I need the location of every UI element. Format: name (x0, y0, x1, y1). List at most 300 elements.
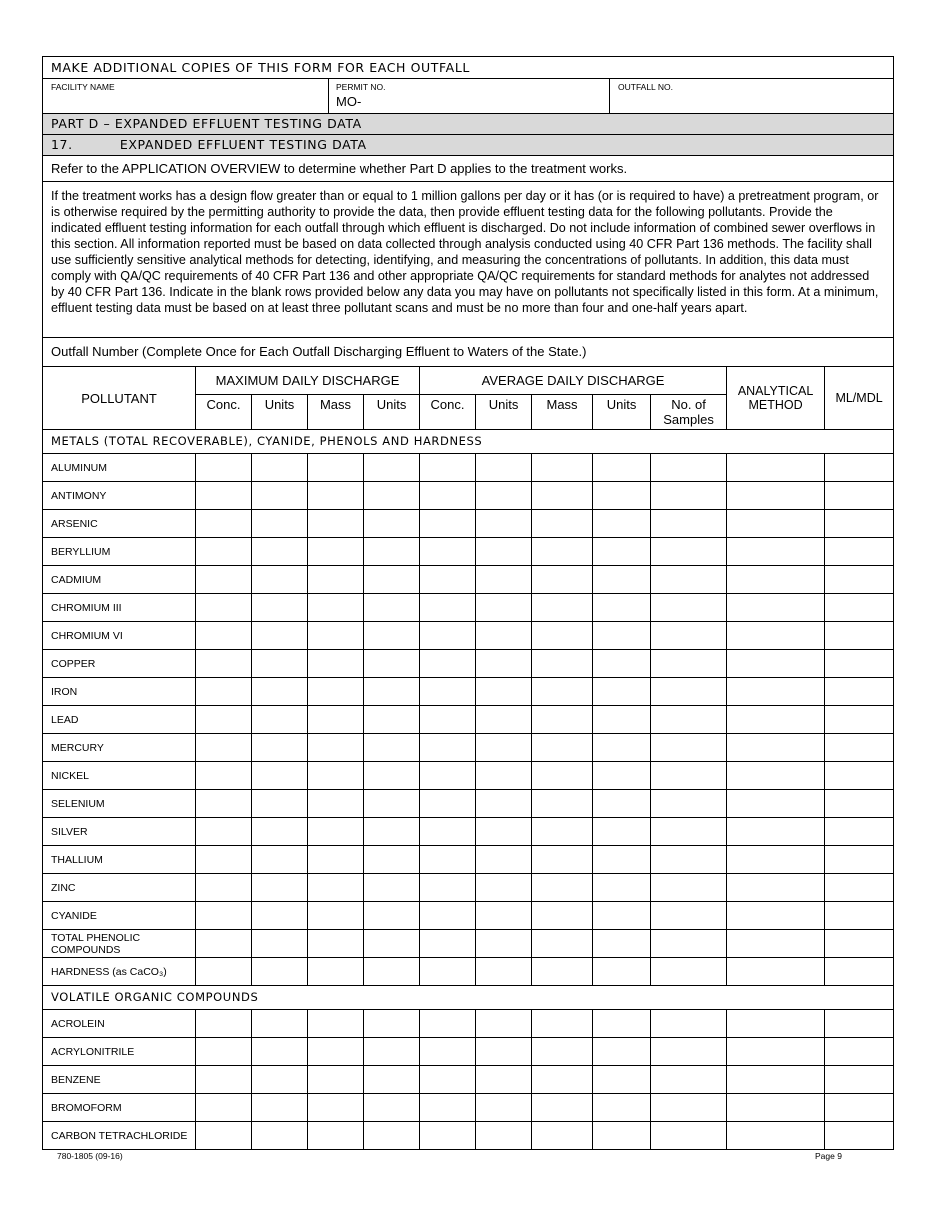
analytical-method-cell[interactable] (727, 566, 825, 594)
pollutant-name: BENZENE (43, 1066, 196, 1094)
ml-mdl-cell[interactable] (825, 762, 894, 790)
pollutant-name: LEAD (43, 706, 196, 734)
ml-mdl-cell[interactable] (825, 678, 894, 706)
max-units-cell[interactable] (252, 678, 308, 706)
avg-mass-cell[interactable] (532, 790, 593, 818)
analytical-method-cell[interactable] (727, 1066, 825, 1094)
max-mass-header: Mass (308, 395, 364, 430)
facility-name-field[interactable] (43, 79, 329, 114)
max-mass-units-cell[interactable] (364, 734, 420, 762)
avg-mass-units-cell[interactable] (593, 510, 651, 538)
avg-units-cell[interactable] (476, 678, 532, 706)
samples-cell[interactable] (651, 1010, 727, 1038)
max-mass-units-cell[interactable] (364, 622, 420, 650)
max-units-cell[interactable] (252, 538, 308, 566)
analytical-method-cell[interactable] (727, 790, 825, 818)
avg-mass-cell[interactable] (532, 594, 593, 622)
avg-mass-units-header: Units (593, 395, 651, 430)
max-mass-units-header: Units (364, 395, 420, 430)
ml-mdl-cell[interactable] (825, 790, 894, 818)
max-mass-units-cell[interactable] (364, 902, 420, 930)
max-mass-units-cell[interactable] (364, 510, 420, 538)
max-units-cell[interactable] (252, 1122, 308, 1150)
ml-mdl-cell[interactable] (825, 1122, 894, 1150)
max-mass-cell[interactable] (308, 846, 364, 874)
avg-conc-cell[interactable] (420, 958, 476, 986)
max-units-cell[interactable] (252, 734, 308, 762)
avg-mass-units-cell[interactable] (593, 1094, 651, 1122)
avg-conc-cell[interactable] (420, 1010, 476, 1038)
max-mass-cell[interactable] (308, 762, 364, 790)
ml-mdl-cell[interactable] (825, 958, 894, 986)
analytical-method-cell[interactable] (727, 650, 825, 678)
samples-cell[interactable] (651, 622, 727, 650)
avg-units-cell[interactable] (476, 454, 532, 482)
avg-mass-cell[interactable] (532, 846, 593, 874)
avg-mass-cell[interactable] (532, 510, 593, 538)
max-mass-units-cell[interactable] (364, 1122, 420, 1150)
avg-mass-units-cell[interactable] (593, 734, 651, 762)
pollutant-name: ARSENIC (43, 510, 196, 538)
avg-units-cell[interactable] (476, 734, 532, 762)
max-units-cell[interactable] (252, 790, 308, 818)
avg-units-cell[interactable] (476, 594, 532, 622)
avg-units-cell[interactable] (476, 1038, 532, 1066)
samples-cell[interactable] (651, 902, 727, 930)
table-row (43, 790, 894, 818)
avg-conc-cell[interactable] (420, 790, 476, 818)
analytical-method-header: ANALYTICAL METHOD (727, 367, 825, 430)
samples-cell[interactable] (651, 454, 727, 482)
max-units-cell[interactable] (252, 1066, 308, 1094)
avg-conc-cell[interactable] (420, 846, 476, 874)
samples-cell[interactable] (651, 538, 727, 566)
samples-cell[interactable] (651, 790, 727, 818)
analytical-method-cell[interactable] (727, 594, 825, 622)
avg-conc-cell[interactable] (420, 510, 476, 538)
avg-mass-units-cell[interactable] (593, 958, 651, 986)
metals-section-header: METALS (TOTAL RECOVERABLE), CYANIDE, PHENOLS AND HARDNESS (43, 430, 894, 454)
max-conc-cell[interactable] (196, 790, 252, 818)
max-mass-units-cell[interactable] (364, 678, 420, 706)
avg-mass-units-cell[interactable] (593, 566, 651, 594)
avg-conc-cell[interactable] (420, 678, 476, 706)
ml-mdl-cell[interactable] (825, 566, 894, 594)
samples-cell[interactable] (651, 762, 727, 790)
max-mass-cell[interactable] (308, 734, 364, 762)
avg-mass-units-cell[interactable] (593, 482, 651, 510)
max-conc-cell[interactable] (196, 678, 252, 706)
max-mass-units-cell[interactable] (364, 930, 420, 958)
max-mass-units-cell[interactable] (364, 790, 420, 818)
avg-mass-units-cell[interactable] (593, 762, 651, 790)
avg-units-cell[interactable] (476, 958, 532, 986)
avg-conc-cell[interactable] (420, 706, 476, 734)
max-conc-cell[interactable] (196, 734, 252, 762)
max-mass-units-cell[interactable] (364, 650, 420, 678)
analytical-method-cell[interactable] (727, 1094, 825, 1122)
max-units-cell[interactable] (252, 594, 308, 622)
max-conc-cell[interactable] (196, 650, 252, 678)
max-mass-cell[interactable] (308, 538, 364, 566)
analytical-method-cell[interactable] (727, 706, 825, 734)
avg-conc-cell[interactable] (420, 622, 476, 650)
max-mass-units-cell[interactable] (364, 482, 420, 510)
avg-mass-units-cell[interactable] (593, 902, 651, 930)
avg-mass-cell[interactable] (532, 1122, 593, 1150)
avg-mass-units-cell[interactable] (593, 1122, 651, 1150)
analytical-method-cell[interactable] (727, 454, 825, 482)
max-conc-cell[interactable] (196, 1038, 252, 1066)
samples-cell[interactable] (651, 650, 727, 678)
max-mass-units-cell[interactable] (364, 1066, 420, 1094)
avg-mass-cell[interactable] (532, 482, 593, 510)
max-mass-cell[interactable] (308, 958, 364, 986)
table-row (43, 650, 894, 678)
avg-mass-cell[interactable] (532, 678, 593, 706)
avg-mass-units-cell[interactable] (593, 1038, 651, 1066)
max-mass-cell[interactable] (308, 1094, 364, 1122)
avg-conc-cell[interactable] (420, 594, 476, 622)
max-mass-cell[interactable] (308, 790, 364, 818)
max-conc-cell[interactable] (196, 846, 252, 874)
max-mass-units-cell[interactable] (364, 1010, 420, 1038)
max-units-cell[interactable] (252, 454, 308, 482)
ml-mdl-cell[interactable] (825, 706, 894, 734)
max-mass-cell[interactable] (308, 874, 364, 902)
ml-mdl-cell[interactable] (825, 1066, 894, 1094)
avg-mass-units-cell[interactable] (593, 874, 651, 902)
pollutant-name: ACROLEIN (43, 1010, 196, 1038)
avg-conc-cell[interactable] (420, 1038, 476, 1066)
ml-mdl-cell[interactable] (825, 1094, 894, 1122)
avg-units-cell[interactable] (476, 482, 532, 510)
max-units-cell[interactable] (252, 1010, 308, 1038)
table-row (43, 762, 894, 790)
ml-mdl-cell[interactable] (825, 622, 894, 650)
avg-conc-cell[interactable] (420, 734, 476, 762)
avg-units-cell[interactable] (476, 538, 532, 566)
samples-cell[interactable] (651, 1122, 727, 1150)
pollutant-name: NICKEL (43, 762, 196, 790)
avg-mass-cell[interactable] (532, 762, 593, 790)
max-conc-cell[interactable] (196, 510, 252, 538)
max-conc-cell[interactable] (196, 762, 252, 790)
pollutant-name: ANTIMONY (43, 482, 196, 510)
pollutant-name: TOTAL PHENOLIC COMPOUNDS (43, 930, 196, 958)
ml-mdl-cell[interactable] (825, 846, 894, 874)
avg-conc-cell[interactable] (420, 818, 476, 846)
max-mass-cell[interactable] (308, 1038, 364, 1066)
avg-units-cell[interactable] (476, 510, 532, 538)
max-mass-cell[interactable] (308, 678, 364, 706)
avg-mass-cell[interactable] (532, 1094, 593, 1122)
avg-units-cell[interactable] (476, 846, 532, 874)
max-units-cell[interactable] (252, 510, 308, 538)
max-conc-cell[interactable] (196, 594, 252, 622)
max-mass-units-cell[interactable] (364, 538, 420, 566)
avg-conc-cell[interactable] (420, 566, 476, 594)
max-conc-cell[interactable] (196, 454, 252, 482)
avg-conc-cell[interactable] (420, 650, 476, 678)
samples-cell[interactable] (651, 958, 727, 986)
max-conc-cell[interactable] (196, 930, 252, 958)
table-row (43, 594, 894, 622)
max-mass-units-cell[interactable] (364, 762, 420, 790)
avg-units-cell[interactable] (476, 1010, 532, 1038)
max-conc-cell[interactable] (196, 874, 252, 902)
avg-conc-cell[interactable] (420, 454, 476, 482)
max-units-cell[interactable] (252, 622, 308, 650)
max-mass-units-cell[interactable] (364, 706, 420, 734)
avg-mass-cell[interactable] (532, 902, 593, 930)
ml-mdl-cell[interactable] (825, 930, 894, 958)
avg-mass-units-cell[interactable] (593, 1010, 651, 1038)
max-mass-units-cell[interactable] (364, 454, 420, 482)
page-number: Page 9 (815, 1151, 842, 1161)
samples-cell[interactable] (651, 706, 727, 734)
ml-mdl-cell[interactable] (825, 482, 894, 510)
avg-units-cell[interactable] (476, 1122, 532, 1150)
avg-mass-cell[interactable] (532, 818, 593, 846)
max-mass-cell[interactable] (308, 622, 364, 650)
max-mass-cell[interactable] (308, 566, 364, 594)
avg-units-cell[interactable] (476, 706, 532, 734)
max-units-cell[interactable] (252, 650, 308, 678)
avg-conc-cell[interactable] (420, 482, 476, 510)
form-page (42, 56, 893, 1150)
samples-cell[interactable] (651, 818, 727, 846)
analytical-method-cell[interactable] (727, 762, 825, 790)
analytical-method-cell[interactable] (727, 846, 825, 874)
analytical-method-cell[interactable] (727, 1122, 825, 1150)
ml-mdl-cell[interactable] (825, 454, 894, 482)
max-mass-units-cell[interactable] (364, 958, 420, 986)
avg-conc-cell[interactable] (420, 1122, 476, 1150)
max-units-cell[interactable] (252, 818, 308, 846)
max-conc-cell[interactable] (196, 622, 252, 650)
avg-units-cell[interactable] (476, 1066, 532, 1094)
table-row (43, 566, 894, 594)
max-units-cell[interactable] (252, 762, 308, 790)
analytical-method-cell[interactable] (727, 538, 825, 566)
ml-mdl-cell[interactable] (825, 874, 894, 902)
samples-cell[interactable] (651, 846, 727, 874)
samples-cell[interactable] (651, 482, 727, 510)
avg-units-cell[interactable] (476, 874, 532, 902)
pollutant-name: BROMOFORM (43, 1094, 196, 1122)
avg-mass-cell[interactable] (532, 454, 593, 482)
max-mass-units-cell[interactable] (364, 874, 420, 902)
max-mass-cell[interactable] (308, 818, 364, 846)
max-conc-cell[interactable] (196, 958, 252, 986)
max-units-cell[interactable] (252, 846, 308, 874)
max-mass-cell[interactable] (308, 454, 364, 482)
analytical-method-cell[interactable] (727, 930, 825, 958)
avg-conc-cell[interactable] (420, 762, 476, 790)
avg-units-cell[interactable] (476, 902, 532, 930)
avg-mass-cell[interactable] (532, 566, 593, 594)
samples-cell[interactable] (651, 566, 727, 594)
ml-mdl-cell[interactable] (825, 538, 894, 566)
avg-mass-cell[interactable] (532, 874, 593, 902)
avg-mass-units-cell[interactable] (593, 650, 651, 678)
avg-conc-cell[interactable] (420, 874, 476, 902)
ml-mdl-cell[interactable] (825, 594, 894, 622)
analytical-method-cell[interactable] (727, 818, 825, 846)
max-units-cell[interactable] (252, 1094, 308, 1122)
table-row (43, 1010, 894, 1038)
avg-conc-cell[interactable] (420, 902, 476, 930)
max-mass-cell[interactable] (308, 1010, 364, 1038)
max-conc-cell[interactable] (196, 538, 252, 566)
samples-cell[interactable] (651, 1038, 727, 1066)
avg-mass-cell[interactable] (532, 538, 593, 566)
avg-units-cell[interactable] (476, 650, 532, 678)
max-conc-cell[interactable] (196, 902, 252, 930)
ml-mdl-cell[interactable] (825, 1010, 894, 1038)
max-mass-cell[interactable] (308, 650, 364, 678)
samples-cell[interactable] (651, 1094, 727, 1122)
max-conc-cell[interactable] (196, 1122, 252, 1150)
max-mass-cell[interactable] (308, 706, 364, 734)
table-row (43, 958, 894, 986)
analytical-method-cell[interactable] (727, 1010, 825, 1038)
analytical-method-cell[interactable] (727, 622, 825, 650)
max-conc-cell[interactable] (196, 482, 252, 510)
avg-units-cell[interactable] (476, 790, 532, 818)
pollutant-name: ACRYLONITRILE (43, 1038, 196, 1066)
avg-mass-units-cell[interactable] (593, 538, 651, 566)
avg-mass-cell[interactable] (532, 734, 593, 762)
avg-mass-cell[interactable] (532, 1010, 593, 1038)
avg-mass-units-cell[interactable] (593, 1066, 651, 1094)
samples-cell[interactable] (651, 594, 727, 622)
max-mass-cell[interactable] (308, 594, 364, 622)
max-mass-units-cell[interactable] (364, 594, 420, 622)
max-mass-units-cell[interactable] (364, 1038, 420, 1066)
pollutant-name: CARBON TETRACHLORIDE (43, 1122, 196, 1150)
analytical-method-cell[interactable] (727, 958, 825, 986)
max-mass-units-cell[interactable] (364, 846, 420, 874)
permit-no-field[interactable] (329, 79, 610, 114)
analytical-method-cell[interactable] (727, 482, 825, 510)
max-conc-cell[interactable] (196, 566, 252, 594)
ml-mdl-header: ML/MDL (825, 367, 894, 430)
max-mass-cell[interactable] (308, 1122, 364, 1150)
avg-units-cell[interactable] (476, 622, 532, 650)
ml-mdl-cell[interactable] (825, 650, 894, 678)
avg-mass-cell[interactable] (532, 706, 593, 734)
samples-cell[interactable] (651, 930, 727, 958)
avg-mass-units-cell[interactable] (593, 790, 651, 818)
avg-mass-units-cell[interactable] (593, 622, 651, 650)
avg-units-cell[interactable] (476, 930, 532, 958)
max-mass-units-cell[interactable] (364, 1094, 420, 1122)
avg-units-cell[interactable] (476, 566, 532, 594)
avg-mass-cell[interactable] (532, 958, 593, 986)
outfall-no-field[interactable] (610, 79, 894, 114)
avg-mass-units-cell[interactable] (593, 706, 651, 734)
avg-mass-cell[interactable] (532, 650, 593, 678)
avg-conc-cell[interactable] (420, 538, 476, 566)
max-mass-cell[interactable] (308, 902, 364, 930)
avg-mass-units-cell[interactable] (593, 678, 651, 706)
max-units-cell[interactable] (252, 566, 308, 594)
max-units-cell[interactable] (252, 930, 308, 958)
samples-cell[interactable] (651, 1066, 727, 1094)
avg-mass-units-cell[interactable] (593, 454, 651, 482)
avg-units-cell[interactable] (476, 762, 532, 790)
max-units-cell[interactable] (252, 1038, 308, 1066)
ml-mdl-cell[interactable] (825, 1038, 894, 1066)
ml-mdl-cell[interactable] (825, 902, 894, 930)
outfall-number-field[interactable]: Outfall Number (Complete Once for Each Outfall Discharging Effluent to Waters of the State.) (43, 338, 894, 367)
avg-units-cell[interactable] (476, 1094, 532, 1122)
avg-conc-cell[interactable] (420, 1066, 476, 1094)
avg-mass-units-cell[interactable] (593, 594, 651, 622)
avg-mass-cell[interactable] (532, 622, 593, 650)
avg-mass-units-cell[interactable] (593, 930, 651, 958)
avg-mass-cell[interactable] (532, 1038, 593, 1066)
ml-mdl-cell[interactable] (825, 734, 894, 762)
max-conc-cell[interactable] (196, 1010, 252, 1038)
avg-conc-cell[interactable] (420, 1094, 476, 1122)
max-mass-cell[interactable] (308, 930, 364, 958)
max-conc-cell[interactable] (196, 1094, 252, 1122)
analytical-method-cell[interactable] (727, 734, 825, 762)
samples-cell[interactable] (651, 510, 727, 538)
max-conc-cell[interactable] (196, 818, 252, 846)
max-mass-units-cell[interactable] (364, 818, 420, 846)
ml-mdl-cell[interactable] (825, 818, 894, 846)
samples-cell[interactable] (651, 734, 727, 762)
avg-mass-units-cell[interactable] (593, 846, 651, 874)
max-units-cell[interactable] (252, 706, 308, 734)
analytical-method-cell[interactable] (727, 902, 825, 930)
avg-mass-units-cell[interactable] (593, 818, 651, 846)
analytical-method-cell[interactable] (727, 874, 825, 902)
max-conc-cell[interactable] (196, 1066, 252, 1094)
avg-mass-cell[interactable] (532, 1066, 593, 1094)
max-conc-cell[interactable] (196, 706, 252, 734)
max-units-cell[interactable] (252, 874, 308, 902)
avg-mass-header: Mass (532, 395, 593, 430)
max-mass-cell[interactable] (308, 482, 364, 510)
max-units-cell[interactable] (252, 958, 308, 986)
pollutant-name: CHROMIUM III (43, 594, 196, 622)
metals-rows (43, 454, 894, 986)
avg-conc-cell[interactable] (420, 930, 476, 958)
max-units-cell[interactable] (252, 482, 308, 510)
analytical-method-cell[interactable] (727, 678, 825, 706)
max-mass-units-cell[interactable] (364, 566, 420, 594)
analytical-method-cell[interactable] (727, 1038, 825, 1066)
max-units-cell[interactable] (252, 902, 308, 930)
pollutant-name: HARDNESS (as CaCO₃) (43, 958, 196, 986)
table-row (43, 930, 894, 958)
avg-units-cell[interactable] (476, 818, 532, 846)
samples-cell[interactable] (651, 874, 727, 902)
table-row (43, 1094, 894, 1122)
max-mass-cell[interactable] (308, 1066, 364, 1094)
avg-mass-cell[interactable] (532, 930, 593, 958)
samples-cell[interactable] (651, 678, 727, 706)
table-row (43, 510, 894, 538)
analytical-method-cell[interactable] (727, 510, 825, 538)
max-mass-cell[interactable] (308, 510, 364, 538)
ml-mdl-cell[interactable] (825, 510, 894, 538)
